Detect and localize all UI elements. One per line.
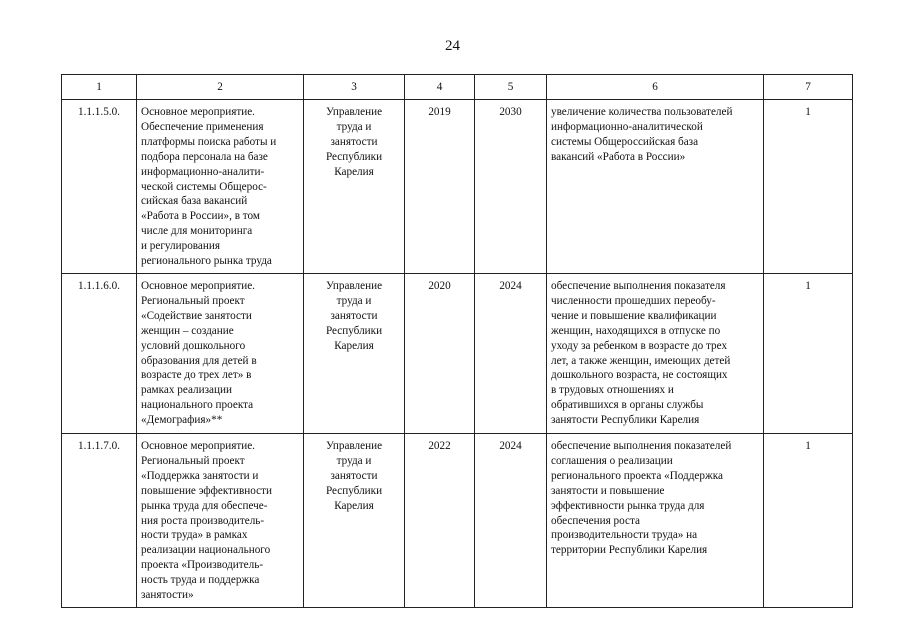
row-result: обеспечение выполнения показателей соглашения о реализации регионального проекта «Поддержка занятости и повышение эффективности рынка труда для обеспечения роста производительности труда» на территории Республики Карелия [547, 433, 764, 607]
row-activity: Основное мероприятие. Региональный проект «Поддержка занятости и повышение эффективности рынка труда для обеспече- ния роста производитель- ности труда» в рамках реализации национального проекта «Производитель- ность труда и поддержка занятости» [137, 433, 304, 607]
row-end-year: 2024 [475, 433, 547, 607]
row-code: 1.1.1.6.0. [62, 273, 137, 433]
row-code: 1.1.1.7.0. [62, 433, 137, 607]
row-col7: 1 [764, 433, 853, 607]
row-executor: Управление труда и занятости Республики Карелия [304, 273, 405, 433]
row-activity: Основное мероприятие. Региональный проект «Содействие занятости женщин – создание условий дошкольного образования для детей в возрасте до трех лет» в рамках реализации национального проекта «Демография»** [137, 273, 304, 433]
row-col7: 1 [764, 273, 853, 433]
row-end-year: 2024 [475, 273, 547, 433]
row-col7: 1 [764, 100, 853, 274]
row-result: обеспечение выполнения показателя численности прошедших переобу- чение и повышение квалификации женщин, находящихся в отпуске по уходу за ребенком в возрасте до трех лет, а также женщин, имеющих детей дошкольного возраста, не состоящих в трудовых отношениях и обратившихся в органы службы занятости Республики Карелия [547, 273, 764, 433]
column-header-1: 1 [62, 75, 137, 100]
row-result: увеличение количества пользователей информационно-аналитической системы Общероссийская база вакансий «Работа в России» [547, 100, 764, 274]
table-row [62, 273, 853, 433]
table-row [62, 433, 853, 607]
table-row [62, 100, 853, 274]
column-header-3: 3 [304, 75, 405, 100]
column-header-4: 4 [405, 75, 475, 100]
row-start-year: 2020 [405, 273, 475, 433]
row-executor: Управление труда и занятости Республики Карелия [304, 433, 405, 607]
column-header-6: 6 [547, 75, 764, 100]
row-activity: Основное мероприятие. Обеспечение применения платформы поиска работы и подбора персонала на базе информационно-аналити- ческой системы Общерос- сийская база вакансий «Работа в России», в том числе для мониторинга и регулирования регионального рынка труда [137, 100, 304, 274]
page-number: 24 [445, 38, 460, 54]
row-start-year: 2019 [405, 100, 475, 274]
row-code: 1.1.1.5.0. [62, 100, 137, 274]
header-row [62, 75, 853, 100]
row-start-year: 2022 [405, 433, 475, 607]
row-end-year: 2030 [475, 100, 547, 274]
column-header-7: 7 [764, 75, 853, 100]
column-header-5: 5 [475, 75, 547, 100]
row-executor: Управление труда и занятости Республики Карелия [304, 100, 405, 274]
column-header-2: 2 [137, 75, 304, 100]
measures-table [61, 74, 853, 608]
